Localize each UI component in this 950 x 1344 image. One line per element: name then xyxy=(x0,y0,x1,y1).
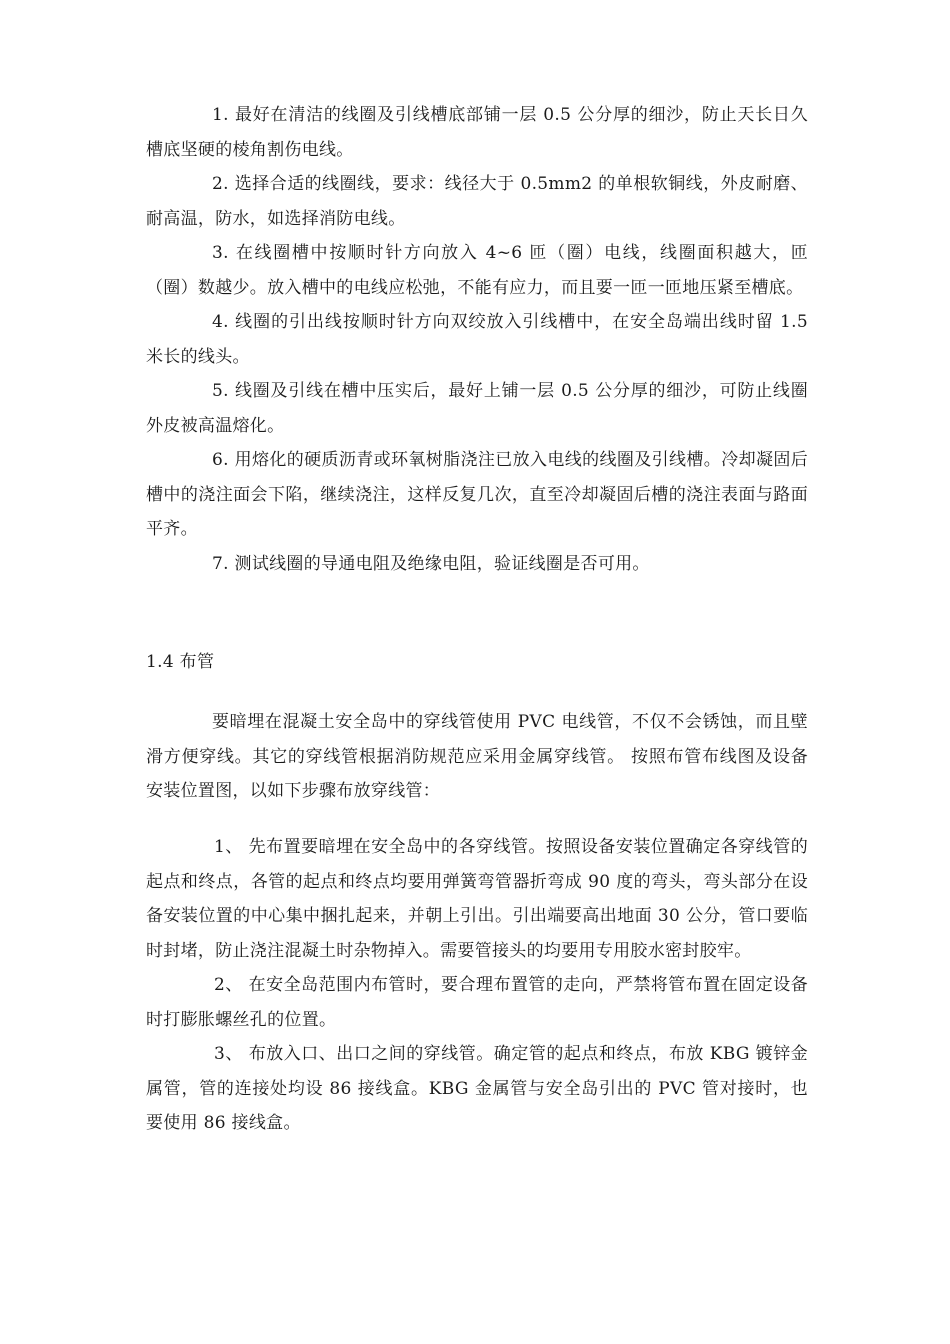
step-item-1: 1. 最好在清洁的线圈及引线槽底部铺一层 0.5 公分厚的细沙，防止天长日久槽底坚硬的棱角割伤电线。 xyxy=(146,105,808,160)
section-heading: 1.4 布管 xyxy=(146,652,215,672)
step-item-5: 5. 线圈及引线在槽中压实后，最好上铺一层 0.5 公分厚的细沙，可防止线圈外皮被高温熔化。 xyxy=(146,381,808,436)
step-list-conduit xyxy=(146,830,808,1141)
step-item-7: 7. 测试线圈的导通电阻及绝缘电阻，验证线圈是否可用。 xyxy=(212,553,650,574)
step-item-4: 4. 线圈的引出线按顺时针方向双绞放入引线槽中，在安全岛端出线时留 1.5 米长的线头。 xyxy=(146,312,808,367)
step-item-6: 6. 用熔化的硬质沥青或环氧树脂浇注已放入电线的线圈及引线槽。冷却凝固后槽中的浇注面会下陷，继续浇注，这样反复几次，直至冷却凝固后槽的浇注表面与路面平齐。 xyxy=(146,450,808,539)
section-heading-block xyxy=(146,645,808,680)
conduit-step-1: 1、 先布置要暗埋在安全岛中的各穿线管。按照设备安装位置确定各穿线管的起点和终点，各管的起点和终点均要用弹簧弯管器折弯成 90 度的弯头，弯头部分在设备安装位置的中心集中捆扎起来，并朝上引出。引出端要高出地面 30 公分，管口要临时封堵，防止浇注混凝土时杂物掉入。需要管接头的均要用专用胶水密封胶牢。 xyxy=(146,837,808,961)
intro-block xyxy=(146,705,808,809)
step-item-3: 3. 在线圈槽中按顺时针方向放入 4~6 匝（圈）电线，线圈面积越大，匝（圈）数越少。放入槽中的电线应松弛，不能有应力，而且要一匝一匝地压紧至槽底。 xyxy=(146,243,808,298)
step-item-2: 2. 选择合适的线圈线，要求：线径大于 0.5mm2 的单根软铜线，外皮耐磨、耐高温，防水，如选择消防电线。 xyxy=(146,174,808,229)
step-list-loop-installation xyxy=(146,98,808,581)
conduit-step-2: 2、 在安全岛范围内布管时，要合理布置管的走向，严禁将管布置在固定设备时打膨胀螺丝孔的位置。 xyxy=(146,975,808,1030)
intro-paragraph: 要暗埋在混凝土安全岛中的穿线管使用 PVC 电线管，不仅不会锈蚀，而且壁滑方便穿线。其它的穿线管根据消防规范应采用金属穿线管。 按照布管布线图及设备安装位置图，以如下步骤布放穿线管： xyxy=(146,712,808,801)
conduit-step-3: 3、 布放入口、出口之间的穿线管。确定管的起点和终点，布放 KBG 镀锌金属管，管的连接处均设 86 接线盒。KBG 金属管与安全岛引出的 PVC 管对接时，也要使用 86 接线盒。 xyxy=(146,1044,808,1133)
